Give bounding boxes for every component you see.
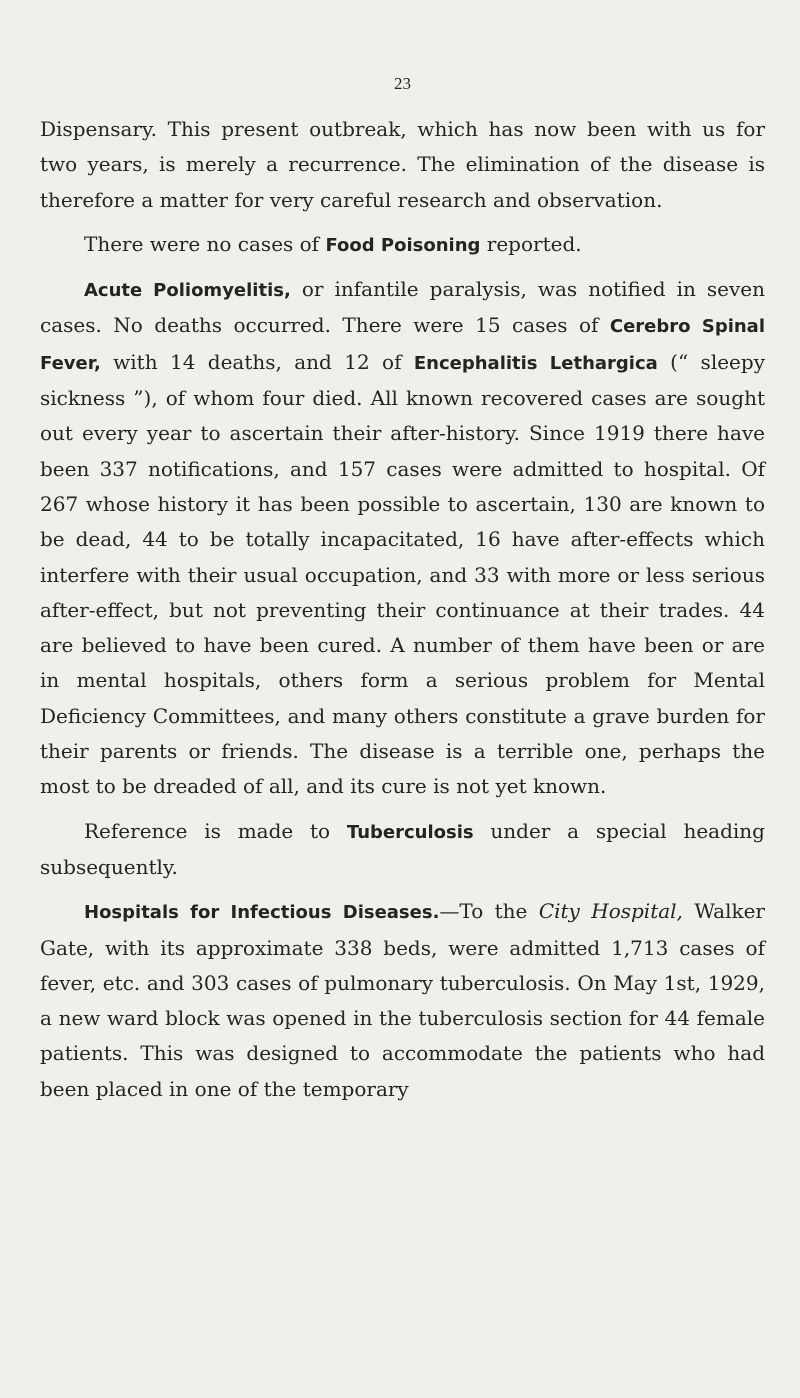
city-hospital-name: City Hospital,: [538, 899, 683, 924]
body-text: [40, 112, 765, 1116]
paragraph-hospitals: [40, 894, 765, 1107]
text-span: Walker Gate, with its approximate 338 beds, were admitted 1,713 cases of fever, etc. and 303 cases of pulmonary tuberculosis. On May 1st, 1929, a new ward block was opened in the tuberculosis section for 44 female patients. This was designed to accommodate the patients who had been placed in one of the temporary: [40, 899, 765, 1101]
paragraph-food-poisoning: [40, 227, 765, 263]
page-number: 23: [394, 74, 411, 93]
paragraph-poliomyelitis: [40, 272, 765, 804]
paragraph-dispensary: Dispensary. This present outbreak, which has now been with us for two years, is merely a recurrence. The elimination of the disease is therefore a matter for very careful research and observation.: [40, 117, 765, 212]
heading-food-poisoning: Food Poisoning: [325, 234, 481, 256]
text-span: —To the: [439, 899, 539, 924]
heading-acute-poliomyelitis: Acute Poliomyelitis,: [84, 280, 291, 302]
heading-cerebro-spinal-fever: Cerebro Spinal Fever,: [40, 316, 766, 374]
heading-tuberculosis: Tuberculosis: [346, 821, 474, 843]
paragraph-tuberculosis-reference: [40, 814, 765, 886]
text-span: There were no cases of: [84, 231, 326, 256]
heading-hospitals-infectious-diseases: Hospitals for Infectious Diseases.: [84, 902, 440, 924]
text-span: with 14 deaths, and 12 of: [100, 349, 414, 374]
text-span: or infantile paralysis, was notified in seven cases. No deaths occurred. There were 15 cases of: [40, 277, 765, 338]
text-span: under a special heading subsequently.: [40, 818, 765, 879]
text-span: reported.: [480, 231, 582, 256]
text-span: (“ sleepy sickness ”), of whom four died. All known recovered cases are sought out every year to ascertain their after-history. Since 1919 there have been 337 notifications, and 157 cases were admitted to hospital. Of 267 whose history it has been possible to ascertain, 130 are known to be dead, 44 to be totally incapacitated, 16 have after-effects which interfere with their usual occupation, and 33 with more or less serious after-effect, but not preventing their continuance at their trades. 44 are believed to have been cured. A number of them have been or are in mental hospitals, others form a serious problem for Mental Deficiency Committees, and many others constitute a grave burden for their parents or friends. The disease is a terrible one, perhaps the most to be dreaded of all, and its cure is not yet known.: [40, 349, 765, 799]
heading-encephalitis-lethargica: Encephalitis Lethargica: [413, 352, 658, 374]
text-span: Reference is made to: [84, 818, 347, 843]
